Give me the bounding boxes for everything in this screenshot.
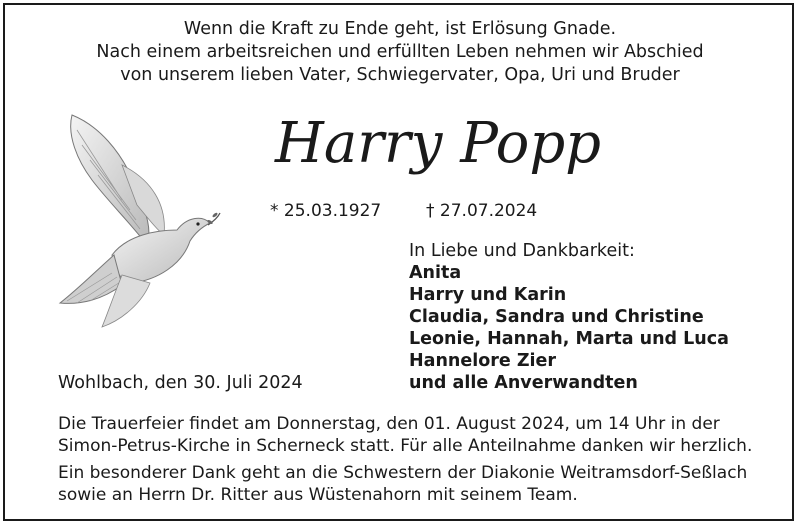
intro-line: Wenn die Kraft zu Ende geht, ist Erlösung Gnade. (183, 19, 617, 39)
family-member: Harry und Karin (409, 285, 567, 305)
dove-icon (52, 105, 222, 330)
thanks-notice-line: sowie an Herrn Dr. Ritter aus Wüstenahorn mit seinem Team. (58, 485, 578, 505)
birth-date: * 25.03.1927 (270, 201, 382, 221)
family-lead: In Liebe und Dankbarkeit: (409, 241, 635, 261)
intro-line: Nach einem arbeitsreichen und erfüllten Leben nehmen wir Abschied (96, 42, 704, 62)
funeral-notice-line: Die Trauerfeier findet am Donnerstag, den 01. August 2024, um 14 Uhr in der (58, 414, 720, 434)
family-member: Anita (409, 263, 462, 283)
family-member: und alle Anverwandten (409, 373, 638, 393)
family-member: Hannelore Zier (409, 351, 557, 371)
funeral-notice (58, 413, 752, 457)
funeral-notice-line: Simon-Petrus-Kirche in Scherneck statt. Für alle Anteilnahme danken wir herzlich. (58, 436, 753, 456)
intro-line: von unserem lieben Vater, Schwiegervater, Opa, Uri und Bruder (120, 65, 680, 85)
thanks-notice (58, 462, 747, 506)
death-date: † 27.07.2024 (426, 201, 538, 221)
intro-verse (0, 18, 800, 87)
family-member: Leonie, Hannah, Marta und Luca (409, 329, 729, 349)
place-and-date: Wohlbach, den 30. Juli 2024 (58, 373, 303, 393)
family-list (409, 240, 729, 394)
thanks-notice-line: Ein besonderer Dank geht an die Schwestern der Diakonie Weitramsdorf-Seßlach (58, 463, 748, 483)
family-member: Claudia, Sandra und Christine (409, 307, 704, 327)
deceased-name (270, 100, 602, 190)
deceased-name-text: Harry Popp (275, 111, 602, 176)
